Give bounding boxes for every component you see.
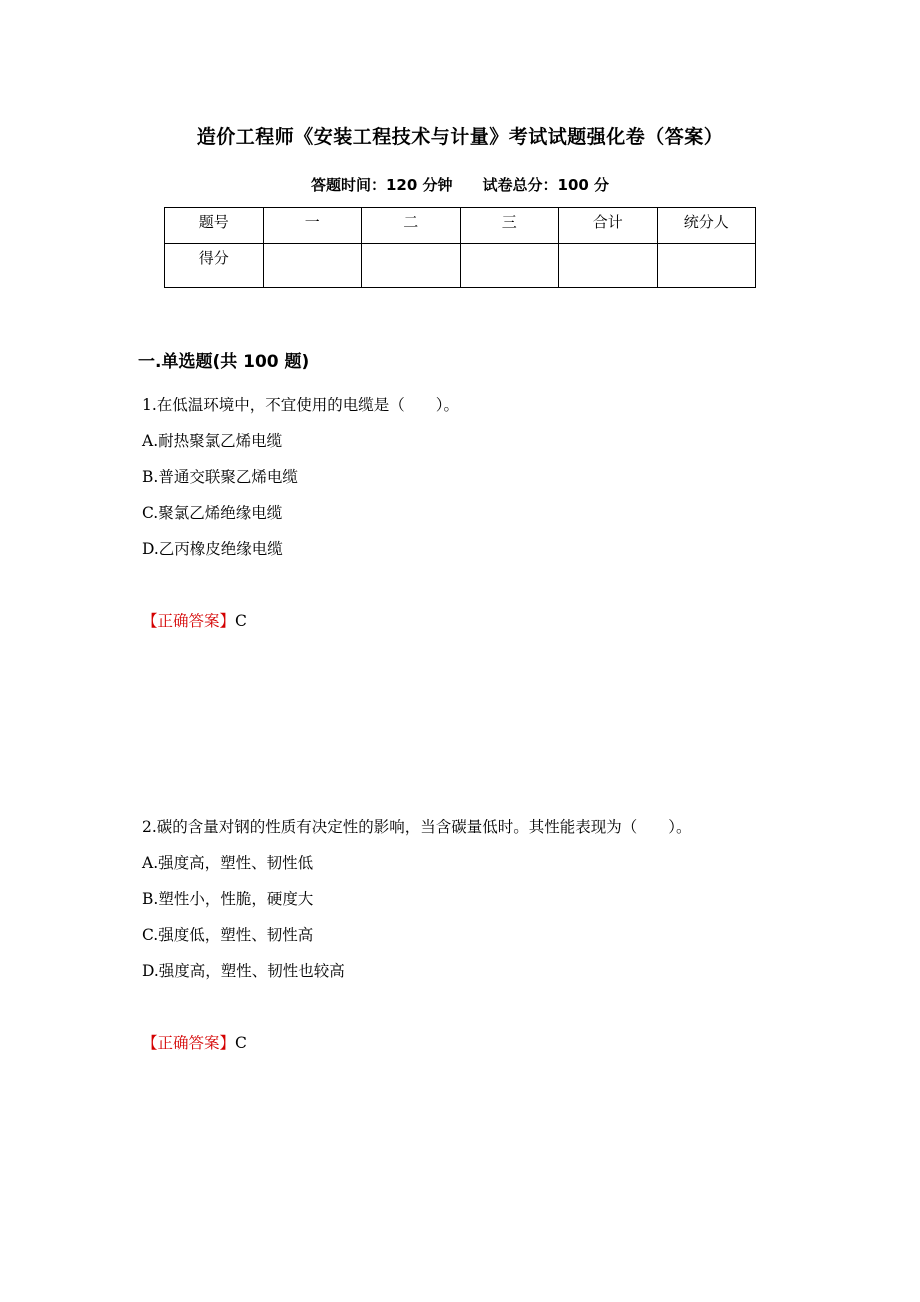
- score-cell: [362, 244, 461, 288]
- score-row-label: 得分: [165, 244, 264, 288]
- question-stem: 1.在低温环境中，不宜使用的电缆是（ ）。: [142, 396, 460, 414]
- document-title: 造价工程师《安装工程技术与计量》考试试题强化卷（答案）: [196, 126, 724, 148]
- score-table: [164, 207, 756, 288]
- score-table-score-row: [165, 244, 756, 288]
- answer-value: C: [235, 1034, 247, 1052]
- correct-answer: [142, 609, 247, 631]
- exam-total-score: 试卷总分：100 分: [482, 176, 610, 194]
- question-option: A.强度高，塑性、韧性低: [142, 854, 314, 872]
- exam-time: 答题时间：120 分钟: [310, 176, 453, 194]
- score-table-header: 三: [460, 208, 559, 244]
- score-cell: [559, 244, 658, 288]
- score-table-header: 一: [263, 208, 362, 244]
- score-table-header: 题号: [165, 208, 264, 244]
- section-title: 一.单选题(共 100 题): [138, 352, 310, 372]
- answer-value: C: [235, 612, 247, 630]
- exam-info: [0, 174, 920, 195]
- score-table-header-row: [165, 208, 756, 244]
- answer-tag: 【正确答案】: [142, 1034, 236, 1052]
- score-cell: [657, 244, 756, 288]
- question-option: B.塑性小，性脆，硬度大: [142, 890, 314, 908]
- question-option: C.聚氯乙烯绝缘电缆: [142, 504, 283, 522]
- correct-answer: [142, 1031, 247, 1053]
- question-option: D.强度高，塑性、韧性也较高: [142, 962, 345, 980]
- question-option: B.普通交联聚乙烯电缆: [142, 468, 298, 486]
- score-cell: [263, 244, 362, 288]
- score-table-header: 合计: [559, 208, 658, 244]
- question-option: C.强度低，塑性、韧性高: [142, 926, 314, 944]
- answer-tag: 【正确答案】: [142, 612, 236, 630]
- score-table-header: 统分人: [657, 208, 756, 244]
- score-cell: [460, 244, 559, 288]
- question-stem: 2.碳的含量对钢的性质有决定性的影响，当含碳量低时。其性能表现为（ ）。: [142, 818, 692, 836]
- question-option: A.耐热聚氯乙烯电缆: [142, 432, 283, 450]
- question-option: D.乙丙橡皮绝缘电缆: [142, 540, 283, 558]
- score-table-header: 二: [362, 208, 461, 244]
